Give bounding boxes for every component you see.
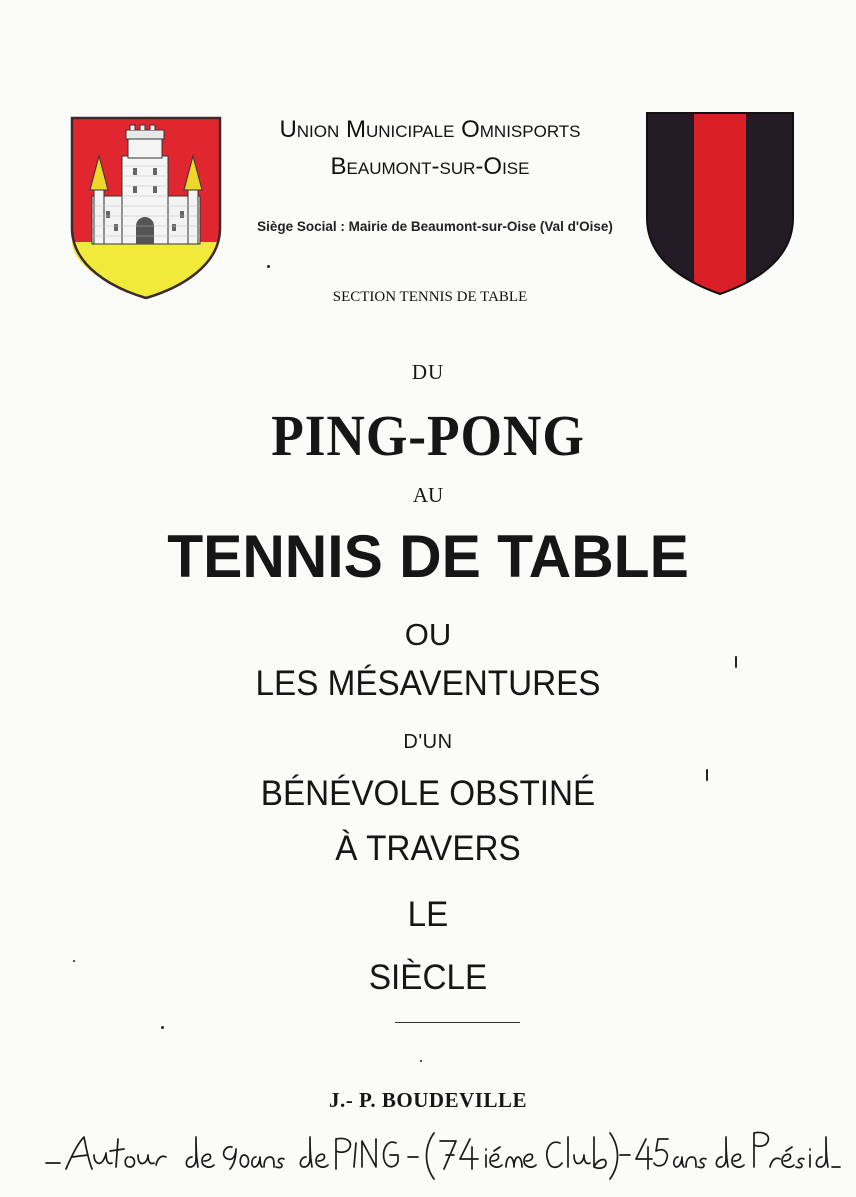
handwritten-note-scribble (32, 1125, 842, 1185)
city-name: Beaumont-sur-Oise (330, 153, 530, 180)
section-title: SECTION TENNIS DE TABLE (332, 289, 528, 305)
title-ou: OU (404, 617, 452, 652)
divider-rule (395, 1022, 520, 1023)
title-tennis-de-table: TENNIS DE TABLE (167, 523, 689, 590)
title-du: DU (411, 360, 445, 384)
beaumont-coat-of-arms-logo (70, 116, 222, 300)
title-les-mesaventures: LES MÉSAVENTURES (255, 664, 601, 703)
title-siecle: SIÈCLE (368, 958, 488, 997)
title-ping-pong: PING-PONG (271, 403, 585, 468)
title-benevole-obstine: BÉNÉVOLE OBSTINÉ (260, 774, 596, 813)
club-shield-logo (644, 110, 796, 296)
title-le: LE (407, 895, 449, 934)
title-dun: D'UN (403, 731, 453, 753)
title-au: AU (412, 483, 444, 507)
union-name: Union Municipale Omnisports (279, 116, 581, 143)
siege-social: Siège Social : Mairie de Beaumont-sur-Oise (Val d'Oise) (257, 219, 613, 234)
title-a-travers: À TRAVERS (335, 829, 521, 868)
author-name: J.- P. BOUDEVILLE (329, 1088, 527, 1112)
